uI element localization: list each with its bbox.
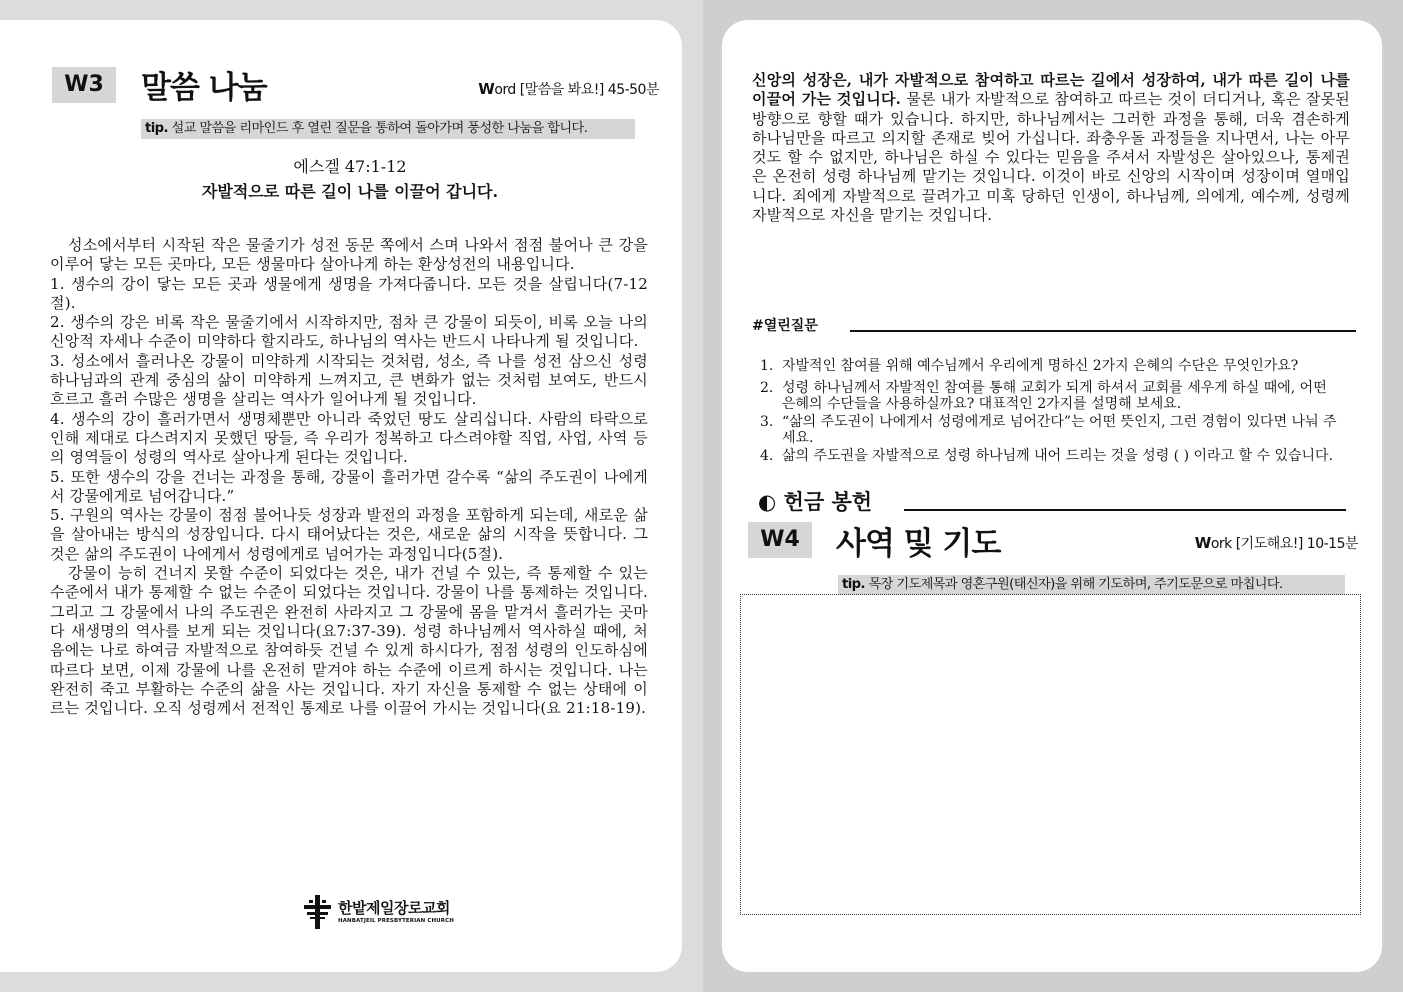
question-text: “삶의 주도권이 나에게서 성령에게로 넘어간다”는 어떤 뜻인지, 그런 경험이 있다면 나눠 주세요.: [782, 414, 1337, 446]
church-name-korean: 한밭제일장로교회: [338, 899, 450, 917]
offering-rule: [904, 509, 1346, 511]
offering-heading: [758, 488, 872, 516]
half-circle-icon: ◐: [758, 490, 777, 514]
heading-rule: [850, 330, 1356, 332]
question-number: 2.: [760, 380, 774, 396]
section-meta-word: [478, 79, 659, 99]
sermon-paragraph: 2. 생수의 강은 비록 작은 물줄기에서 시작하지만, 점차 큰 강물이 되듯이, 비록 오늘 나의 신앙적 자세나 수준이 미약하다 할지라도, 하나님의 역사는 반드시 나타나게 될 것입니다.: [50, 313, 648, 351]
section-meta-work: [1195, 533, 1358, 553]
church-logo-icon: [302, 895, 334, 929]
tip-label: tip.: [145, 121, 168, 136]
tip-text: 설교 말씀을 리마인드 후 열린 질문을 통하여 돌아가며 풍성한 나눔을 합니다.: [167, 121, 588, 136]
tip-label: tip.: [842, 577, 865, 592]
section-title-word: 말씀 나눔: [141, 70, 267, 106]
tip-bar-word: [141, 119, 635, 139]
meta-initial: W: [1194, 534, 1211, 552]
tip-bar-work: [838, 575, 1345, 595]
open-questions-list: [760, 358, 1338, 464]
sermon-paragraph: 1. 생수의 강이 닿는 모든 곳과 생물에게 생명을 가져다줍니다. 모든 것을 살립니다(7-12절).: [50, 274, 648, 312]
meta-initial: W: [478, 80, 495, 98]
section-badge-w3: W3: [52, 67, 116, 103]
question-number: 3.: [760, 414, 774, 430]
open-questions-heading: #열린질문: [752, 318, 818, 334]
sermon-paragraph: 강물이 능히 건너지 못할 수준이 되었다는 것은, 내가 건널 수 있는, 즉 통제할 수 있는 수준에서 내가 통제할 수 없는 수준이 되었다는 것입니다. 강물이 나를 통제하는 것입니다. 그리고 그 강물에서 나의 주도권은 완전히 사라지고 그 강물에 몸을 맡겨서 흘러가는 곳마다 새생명의 역사를 보게 되는 것입니다(요7:37-39). 성령 하나님께서 역사하실 때에, 처음에는 나로 하여금 자발적으로 참여하듯 건널 수 있게 하시다가, 점점 성령의 인도하심에 따르다 보면, 이제 강물에 나를 온전히 맡겨야 하는 수준에 이르게 하시는 것입니다. 나는 완전히 죽고 부활하는 수준의 삶을 사는 것입니다. 자기 자신을 통제할 수 없는 상태에 이르는 것입니다. 오직 성령께서 전적인 통제로 나를 이끌어 가시는 것입니다(요 21:18-19).: [50, 564, 648, 718]
offering-title: 헌금 봉헌: [783, 490, 873, 514]
church-name-english: HANBATJEIL PRESBYTERIAN CHURCH: [338, 918, 454, 924]
conclusion-emphasis: 신앙의 성장은, 내가 자발적으로 참여하고 따르는 길에서 성장하여, 내가 따른 길이 나를 이끌어 가는 것입니다.: [752, 71, 1350, 109]
meta-text: ork [기도해요!] 10-15분: [1210, 536, 1358, 552]
question-text: 삶의 주도권을 자발적으로 성령 하나님께 내어 드리는 것을 성령 ( ) 이라고 할 수 있습니다.: [782, 448, 1334, 464]
question-number: 4.: [760, 448, 774, 464]
question-text: 성령 하나님께서 자발적인 참여를 통해 교회가 되게 하셔서 교회를 세우게 하실 때에, 어떤 은혜의 수단들을 사용하실까요? 대표적인 2가지를 설명해 보세요.: [782, 380, 1327, 412]
question-item: [760, 380, 1338, 412]
sermon-paragraph: 5. 구원의 역사는 강물이 점점 불어나듯 성장과 발전의 과정을 포함하게 되는데, 새로운 삶을 살아내는 방식의 성장입니다. 다시 태어났다는 것은, 새로운 삶의 시작을 뜻합니다. 그것은 삶의 주도권이 나에게서 성령에게로 넘어가는 과정입니다(5절).: [50, 506, 648, 563]
conclusion-text: 물론 내가 자발적으로 참여하고 따르는 것이 더디거나, 혹은 잘못된 방향으로 향할 때가 있습니다. 하지만, 하나님께서는 그러한 과정을 통해, 더욱 겸손하게 하나님만을 따르고 의지할 존재로 빚어 가십니다. 좌충우돌 과정들을 지나면서, 나는 아무 것도 할 수 없지만, 하나님은 하실 수 있다는 믿음을 주셔서 자발성은 살아있으나, 통제권은 온전히 성령 하나님께 맡기는 것입니다. 이것이 바로 신앙의 시작이며 성장이며 열매입니다. 죄에게 자발적으로 끌려가고 미혹 당하던 인생이, 하나님께, 의에게, 예수께, 성령께 자발적으로 자신을 맡기는 것입니다.: [752, 90, 1350, 225]
question-item: [760, 358, 1338, 374]
section-badge-w4: W4: [748, 522, 812, 558]
sermon-body: [50, 236, 648, 718]
sermon-paragraph: 성소에서부터 시작된 작은 물줄기가 성전 동문 쪽에서 스며 나와서 점점 불어나 큰 강을 이루어 닿는 모든 곳마다, 모든 생물마다 살아나게 하는 환상성전의 내용입니다.: [50, 236, 648, 274]
sermon-conclusion: [752, 71, 1350, 225]
section-title-work: 사역 및 기도: [836, 526, 1001, 562]
sermon-paragraph: 3. 성소에서 흘러나온 강물이 미약하게 시작되는 것처럼, 성소, 즉 나를 성전 삼으신 성령 하나님과의 관계 중심의 삶이 미약하게 느껴지고, 큰 변화가 없는 것처럼 보여도, 반드시 흐르고 흘러 수많은 생명을 살리는 역사가 일어나게 될 것입니다.: [50, 351, 648, 409]
meta-text: ord [말씀을 봐요!] 45-50분: [494, 82, 659, 98]
question-item: [760, 448, 1338, 464]
tip-text: 목장 기도제목과 영혼구원(태신자)을 위해 기도하며, 주기도문으로 마칩니다.: [864, 577, 1283, 592]
sermon-paragraph: 4. 생수의 강이 흘러가면서 생명체뿐만 아니라 죽었던 땅도 살리십니다. 사람의 타락으로 인해 제대로 다스려지지 못했던 땅들, 즉 우리가 정복하고 다스려야할 직업, 사업, 사역 등의 영역들이 성령의 역사로 살아나게 된다는 것입니다.: [50, 409, 648, 467]
scripture-reference: 에스겔 47:1-12: [293, 157, 407, 176]
question-text: 자발적인 참여를 위해 예수님께서 우리에게 명하신 2가지 은혜의 수단은 무엇인가요?: [782, 358, 1299, 374]
sermon-paragraph: 5. 또한 생수의 강을 건너는 과정을 통해, 강물이 흘러가면 갈수록 “삶의 주도권이 나에게서 강물에게로 넘어갑니다.”: [50, 467, 648, 505]
sermon-title: 자발적으로 따른 길이 나를 이끌어 갑니다.: [201, 182, 499, 201]
question-number: 1.: [760, 358, 774, 374]
prayer-notes-box[interactable]: [740, 594, 1361, 915]
question-item: [760, 414, 1338, 446]
